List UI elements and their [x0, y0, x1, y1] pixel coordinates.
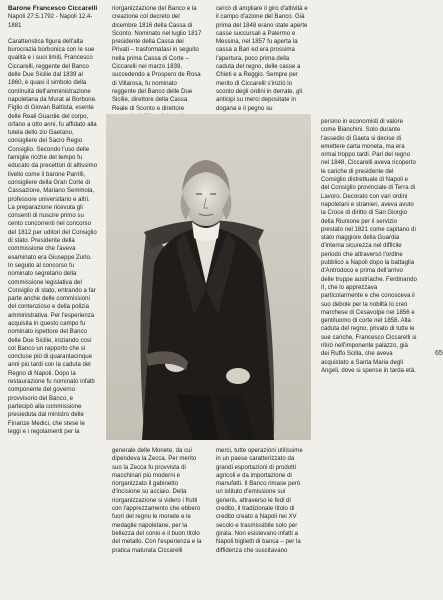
text-column-4 — [321, 118, 417, 375]
text-column-1 — [8, 5, 98, 436]
biography-heading: Barone Francesco Ciccarelli — [8, 5, 98, 12]
portrait-photograph — [106, 114, 311, 440]
paragraph-column-1: Caratteristica figura dell'alta burocrazia borbonica con le sue qualità e i suoi limiti, Francesco Ciccarelli, reggente del Banco delle Due Sicilie dal 1839 al 1860, è quasi il simbolo della continuità dell'amministrazione napoletana da Murat ai Borbone. Figlio di Giovan Battista, esente delle Reali Guardie del corpo, orfano a otto anni, fu affidato alla tutela dello zio Gaetano, consigliere del Sacro Regio Consiglio. Secondo l'uso delle famiglie ricche del tempo fu educato da precettori di altissimo livello come il barone Parrilli, consigliere della Gran Corte di Cassazione, Mariano Semmola, professore universitario e altri. La preparazione ricevuta gli consentì di riuscire primo su cento concorrenti nel concorso del 1812 per uditori del Consiglio di stato. Presidente della commissione che l'aveva esaminato era Giuseppe Zurlo. In seguito al concorso fu nominato segretario della commissione legislativa del Consiglio di stato, entrando a far parte anche delle commissioni del contenzioso e della polizia amministrativa. Per l'esperienza acquisita in questo campo fu nominato ispettore del Banco delle Due Sicilie, iniziando così col Banco un rapporto che si concluse più di quarantacinque anni più tardi con la caduta del Regno di Napoli. Dopo la restaurazione fu nominato infatti componente del governo provvisorio del Banco, e partecipò alla commissione presieduta dal ministro delle Finanze Medici, che stese le leggi e i regolamenti per la — [8, 38, 98, 435]
text-column-2-top — [112, 5, 202, 121]
paragraph-column-4: persino in economisti di valore come Bianchini. Solo durante l'assedio di Gaeta si decise di emettere carta moneta, ma era ormai troppo tardi. Pari del regno nel 1848, Ciccarelli aveva ricoperto le cariche di presidente del Consiglio distrettuale di Napoli e del Consiglio provinciale di Terra di Lavoro. Decorato con vari ordini napoletani e stranieri, aveva avuto la Croce di diritto di San Giorgio della Riunione per il servizio prestato nel 1821 come capitano di stato maggiore della Guardia d'interna sicurezza nel difficile periodo che attraversò l'ordine pubblico a Napoli dopo la battaglia d'Antrodoco e prima dell'arrivo delle truppe austriache. Ferdinando II, che lo apprezzava particolarmente e che conosceva il suo debole per la nobiltà lo creò marchese di Cesavolpe nel 1856 e gentiluomo di corte nel 1858. Alla caduta del regno, privato di tutte le sue cariche, Francesco Ciccarelli si ritirò nell'imponente palazzo, già dei Ruffo Scilla, che aveva acquistato a Santa Maria degli Angeli, dove si spense in tarda età. — [321, 119, 417, 374]
paragraph-column-2-top: riorganizzazione del Banco e la creazione col decreto del dicembre 1816 della Cassa di Sconto. Nominato nel luglio 1817 presidente della Cassa dei Privati – trasformatasi in seguito nella prima Cassa di Corte – Ciccarelli nel marzo 1839, succedendo a Prospero de Rosa di Villarosa, fu nominato reggente del Banco delle Due Sicilie, direttore della Cassa Reale di Sconto e direttore — [112, 6, 202, 112]
text-column-3-top — [216, 5, 308, 113]
portrait-image — [106, 114, 311, 440]
page-number: 65 — [435, 350, 443, 357]
paragraph-column-3-top: cercò di ampliare il giro d'attività e il campo d'azione del Banco. Già prima del 1848 erano state aperte casse succursali a Palermo e Messina, nel 1857 fu aperta la cassa a Bari ed era prossima l'apertura, poco prima della caduta del regno, delle casse a Chieti e a Reggio. Sempre per merito di Ciccarelli s'iniziò lo sconto degli ordini in derrate, gli anticipi su merci depositate in dogana e il pegno su — [216, 6, 308, 112]
text-column-2-bottom — [112, 447, 202, 555]
paragraph-column-3-bottom: merci, tutte operazioni utilissime in un paese caratterizzato da grandi esportazioni di prodotti agricoli e da importazione di manufatti. Il Banco rimase però un istituto d'emissione sui generis, attraverso le fedi di credito, il tradizionale titolo di credito creato a Napoli nei XV secolo e trasmissibile solo per girata. Non esistevano infatti a Napoli biglietti di banca – per la diffidenza che suscitavano — [216, 448, 303, 554]
paragraph-column-2-bottom: generale delle Monete, da cui dipendeva la Zecca. Per merito suo la Zecca fu provvista di macchinari più moderni e riorganizzato il gabinetto d'incisione su acciaio. Della riorganizzazione si videro i frutti con l'apprezzamento che ebbero fuori del regno le monete e le medaglie napoletane, per la bellezza del conio e il buon titolo del metallo. Con l'esperienza e la pratica maturata Ciccarelli — [112, 448, 202, 554]
biography-dates: Napoli 27.5.1792 - Napoli 12.4-1881 — [8, 14, 93, 29]
text-column-3-bottom — [216, 447, 308, 555]
